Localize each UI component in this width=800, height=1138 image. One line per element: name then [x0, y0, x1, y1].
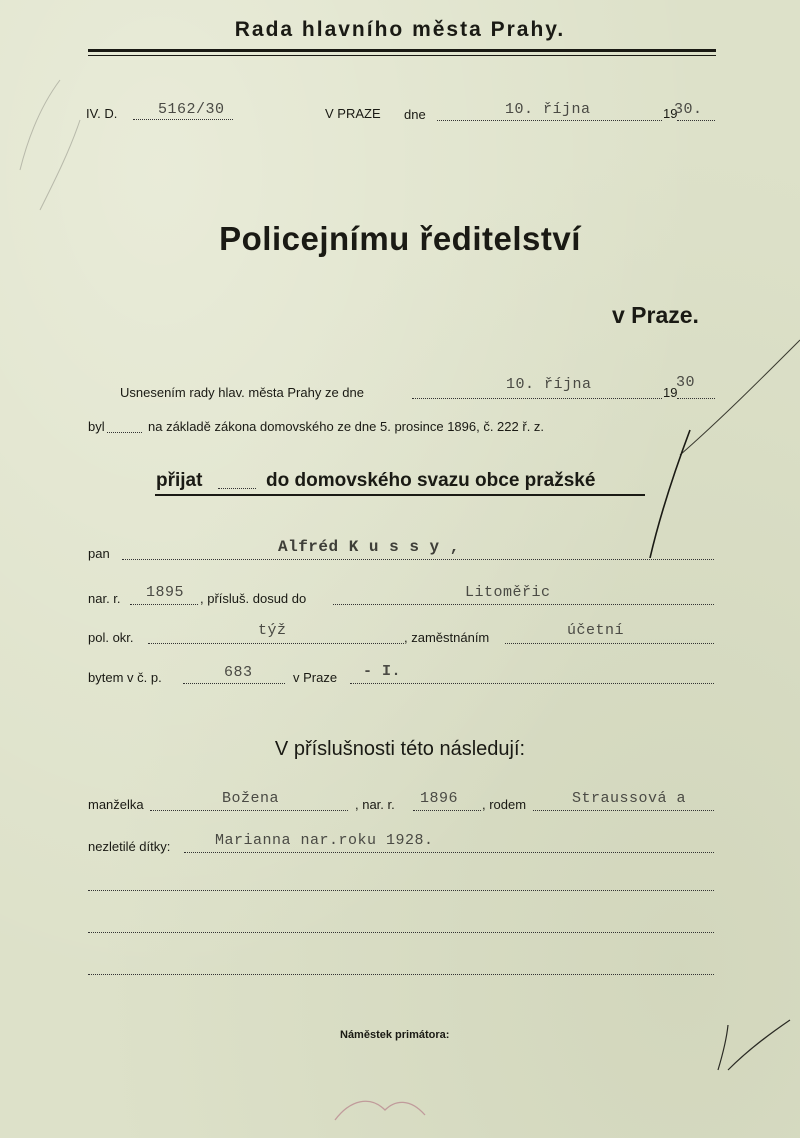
previous-domicile: Litoměřic: [465, 584, 551, 601]
place-label: V PRAZE: [325, 106, 381, 121]
district: týž: [258, 622, 287, 639]
city-label: v Praze: [293, 670, 338, 685]
wife-born-label: , nar. r.: [355, 797, 395, 812]
house-number: 683: [224, 664, 253, 681]
pan-label: pan: [88, 546, 110, 561]
resolution-date: 10. října: [506, 376, 592, 393]
recipient-title: Policejnímu ředitelství: [219, 220, 581, 257]
council-header: Rada hlavního města Prahy.: [234, 18, 566, 41]
wife-label: manželka: [88, 797, 144, 812]
year-prefix: 19: [663, 106, 678, 121]
wife-name: Božena: [222, 790, 280, 807]
reference-date: 10. října: [505, 101, 591, 118]
heading-accepted: přijat: [156, 470, 203, 491]
wife-maiden-label: , rodem: [482, 797, 527, 812]
dependents-heading: V příslušnosti této následují:: [274, 738, 526, 760]
city-part: - I.: [363, 663, 402, 680]
reference-year: 30.: [674, 101, 703, 118]
wife-maiden-name: Straussová a: [572, 790, 687, 807]
occupation-label: , zaměstnáním: [404, 630, 490, 645]
born-label: nar. r.: [88, 591, 121, 606]
district-label: pol. okr.: [88, 630, 134, 645]
occupation: účetní: [567, 622, 625, 639]
address-label: bytem v č. p.: [88, 670, 162, 685]
prislus-label: , přísluš. dosud do: [200, 591, 307, 606]
born-year: 1895: [146, 584, 185, 601]
resolution-intro: Usnesením rady hlav. města Prahy ze dne: [120, 385, 364, 400]
wife-born-year: 1896: [420, 790, 459, 807]
recipient-location: v Praze.: [612, 302, 699, 328]
heading-domicile: do domovského svazu obce pražské: [266, 470, 596, 491]
byl-label: byl: [88, 419, 105, 434]
resolution-year: 30: [676, 374, 696, 391]
reference-number: 5162/30: [158, 101, 225, 118]
children-label: nezletilé dítky:: [88, 839, 171, 854]
date-label: dne: [404, 107, 426, 122]
children: Marianna nar.roku 1928.: [215, 832, 434, 849]
signature-label: Náměstek primátora:: [340, 1029, 450, 1041]
resolution-year-prefix: 19: [663, 385, 678, 400]
person-name: Alfréd K u s s y ,: [278, 538, 460, 556]
law-text: na základě zákona domovského ze dne 5. prosince 1896, č. 222 ř. z.: [148, 419, 545, 434]
reference-prefix: IV. D.: [86, 106, 118, 121]
